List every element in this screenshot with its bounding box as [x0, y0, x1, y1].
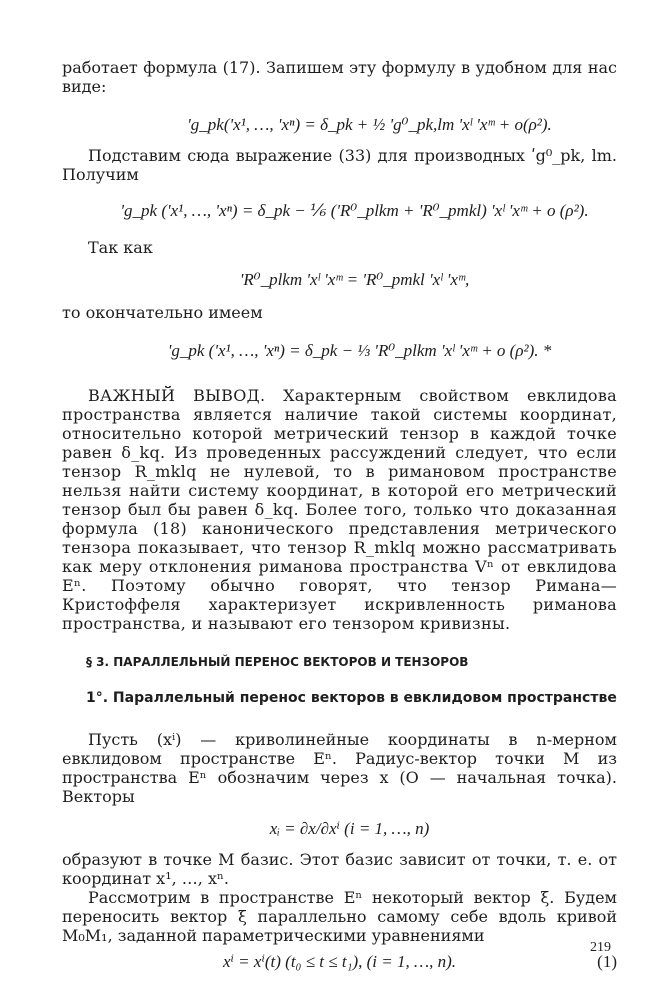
paragraph: образуют в точке M базис. Этот базис зависит от точки, т. е. от координат x¹, …, xⁿ. — [62, 850, 617, 888]
paragraph: Подставим сюда выражение (33) для производных ʹg⁰_pk, lm. Получим — [62, 146, 617, 184]
formula: xᵢ = ∂x/∂xⁱ (i = 1, …, n) — [269, 819, 430, 838]
formula-numbered — [62, 951, 617, 973]
equation-number: (1) — [597, 952, 617, 971]
paragraph: Пусть (xⁱ) — криволинейные координаты в n-мерном евклидовом пространстве Eⁿ. Радиус-вектор точки M из пространства Eⁿ обозначим через x (O — начальная точка). Векторы — [62, 730, 617, 806]
paragraph: работает формула (17). Запишем эту формулу в удобном для нас виде: — [62, 58, 617, 96]
formula: ʹg_pk (ʹx¹, …, ʹxⁿ) = δ_pk − ⅙ (ʹR⁰_plkm + ʹR⁰_pmkl) ʹxˡ ʹxᵐ + o (ρ²). — [120, 201, 589, 220]
paragraph: то окончательно имеем — [62, 303, 263, 322]
formula: ʹg_pk (ʹx¹, …, ʹxⁿ) = δ_pk − ⅓ ʹR⁰_plkm ʹxˡ ʹxᵐ + o (ρ²). * — [167, 341, 552, 360]
formula: xⁱ = xⁱ(t) (t₀ ≤ t ≤ t₁), (i = 1, …, n). — [222, 952, 457, 971]
section-heading: § 3. ПАРАЛЛЕЛЬНЫЙ ПЕРЕНОС ВЕКТОРОВ И ТЕНЗОРОВ — [86, 655, 469, 669]
paragraph: Так как — [88, 238, 153, 257]
formula: ʹg_pk(ʹx¹, …, ʹxⁿ) = δ_pk + ½ ʹg⁰_pk,lm ʹxˡ ʹxᵐ + o(ρ²). — [187, 115, 552, 134]
paragraph-conclusion: ВАЖНЫЙ ВЫВОД. Характерным свойством евклидова пространства является наличие такой системы координат, относительно которой метрический тензор в каждой точке равен δ_kq. Из проведенных рассуждений следует, что если тензор R_mklq не нулевой, то в римановом пространстве нельзя найти систему координат, в которой его метрический тензор был бы равен δ_kq. Более того, только что доказанная формула (18) канонического представления метрического тензора показывает, что тензор R_mklq можно рассматривать как меру отклонения риманова пространства Vⁿ от евклидова Eⁿ. Поэтому обычно говорят, что тензор Римана—Кристоффеля характеризует искривленность риманова пространства, и называют его тензором кривизны. — [62, 386, 617, 633]
paragraph: Рассмотрим в пространстве Eⁿ некоторый вектор ξ. Будем переносить вектор ξ параллельно самому себе вдоль кривой M₀M₁, заданной параметрическими уравнениями — [62, 888, 617, 945]
page-body — [62, 58, 617, 973]
subsection-heading: 1°. Параллельный перенос векторов в евклидовом пространстве — [86, 690, 617, 706]
formula: ʹR⁰_plkm ʹxˡ ʹxᵐ = ʹR⁰_pmkl ʹxˡ ʹxᵐ, — [239, 270, 470, 289]
page-number: 219 — [590, 940, 611, 955]
